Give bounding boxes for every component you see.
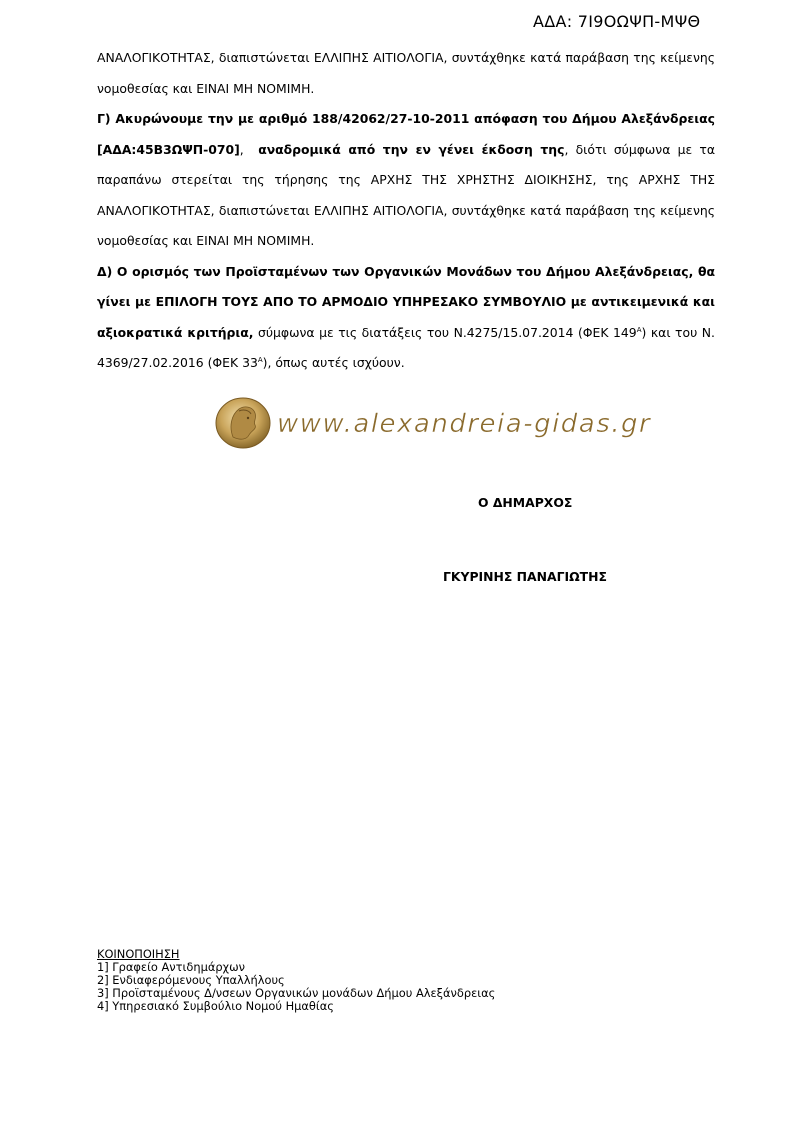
mayor-title: Ο ΔΗΜΑΡΧΟΣ [478, 495, 573, 510]
retroactive-phrase: αναδρομικά από την εν γένει έκδοση της [258, 141, 565, 157]
document-body [97, 43, 715, 379]
text-line: γίνει με ΕΠΙΛΟΓΗ ΤΟΥΣ ΑΠΟ ΤΟ ΑΡΜΟΔΙΟ ΥΠΗΡΕΣΑΚΟ ΣΥΜΒΟΥΛΙΟ με αντικειμενικά και [97, 294, 715, 309]
ada-reference: [ΑΔΑ:45Β3ΩΨΠ-070] [97, 141, 240, 157]
paragraph-g-heading: Γ) Ακυρώνουμε την με αριθμό 188/42062/27-10-2011 απόφαση του Δήμου Αλεξάνδρειας [97, 111, 715, 126]
notification-item: 2] Ενδιαφερόμενους Υπαλλήλους [97, 973, 285, 987]
text-fragment: σύμφωνα με τις διατάξεις του Ν.4275/15.07.2014 (ΦΕΚ 149 [253, 324, 637, 340]
coin-icon [216, 398, 270, 448]
text-line: ΑΝΑΛΟΓΙΚΟΤΗΤΑΣ, διαπιστώνεται ΕΛΛΙΠΗΣ ΑΙΤΙΟΛΟΓΙΑ, συντάχθηκε κατά παράβαση της κείμενης [97, 50, 715, 65]
text-fragment: , διότι σύμφωνα με τα [564, 141, 716, 157]
text-line: νομοθεσίας και ΕΙΝΑΙ ΜΗ ΝΟΜΙΜΗ. [97, 80, 315, 96]
notification-item: 1] Γραφείο Αντιδημάρχων [97, 960, 246, 974]
criteria-phrase: αξιοκρατικά κριτήρια, [97, 324, 254, 340]
notification-item: 4] Υπηρεσιακό Συμβούλιο Νομού Ημαθίας [97, 999, 334, 1013]
text-fragment: ) και του Ν. [641, 324, 715, 340]
superscript: Α [257, 355, 263, 364]
watermark-text: www.alexandreia-gidas.gr [277, 409, 652, 439]
text-line [97, 135, 715, 166]
text-line: ΑΝΑΛΟΓΙΚΟΤΗΤΑΣ, διαπιστώνεται ΕΛΛΙΠΗΣ ΑΙΤΙΟΛΟΓΙΑ, συντάχθηκε κατά παράβαση της κείμενης [97, 202, 715, 218]
text-line [97, 318, 715, 349]
text-line: παραπάνω στερείται της τήρησης της ΑΡΧΗΣ ΤΗΣ ΧΡΗΣΤΗΣ ΔΙΟΙΚΗΣΗΣ, της ΑΡΧΗΣ ΤΗΣ [97, 172, 715, 187]
notification-list [97, 948, 495, 1013]
ada-number: ΑΔΑ: 7Ι9ΟΩΨΠ-ΜΨΘ [533, 12, 701, 31]
text-fragment: 4369/27.02.2016 (ΦΕΚ 33 [97, 355, 258, 370]
notification-heading: ΚΟΙΝΟΠΟΙΗΣΗ [97, 947, 180, 961]
text-line [97, 348, 715, 379]
superscript: Α [636, 325, 642, 334]
notification-item: 3] Προϊσταμένους Δ/νσεων Οργανικών μονάδων Δήμου Αλεξάνδρειας [97, 986, 496, 1000]
paragraph-d-heading: Δ) Ο ορισμός των Προϊσταμένων των Οργανικών Μονάδων του Δήμου Αλεξάνδρειας, θα [97, 263, 715, 279]
text-line: νομοθεσίας και ΕΙΝΑΙ ΜΗ ΝΟΜΙΜΗ. [97, 233, 315, 248]
mayor-name: ΓΚΥΡΙΝΗΣ ΠΑΝΑΓΙΩΤΗΣ [443, 569, 607, 584]
text-fragment: ), όπως αυτές ισχύουν. [262, 355, 405, 370]
comma: , [239, 141, 244, 157]
watermark-logo [215, 397, 665, 449]
